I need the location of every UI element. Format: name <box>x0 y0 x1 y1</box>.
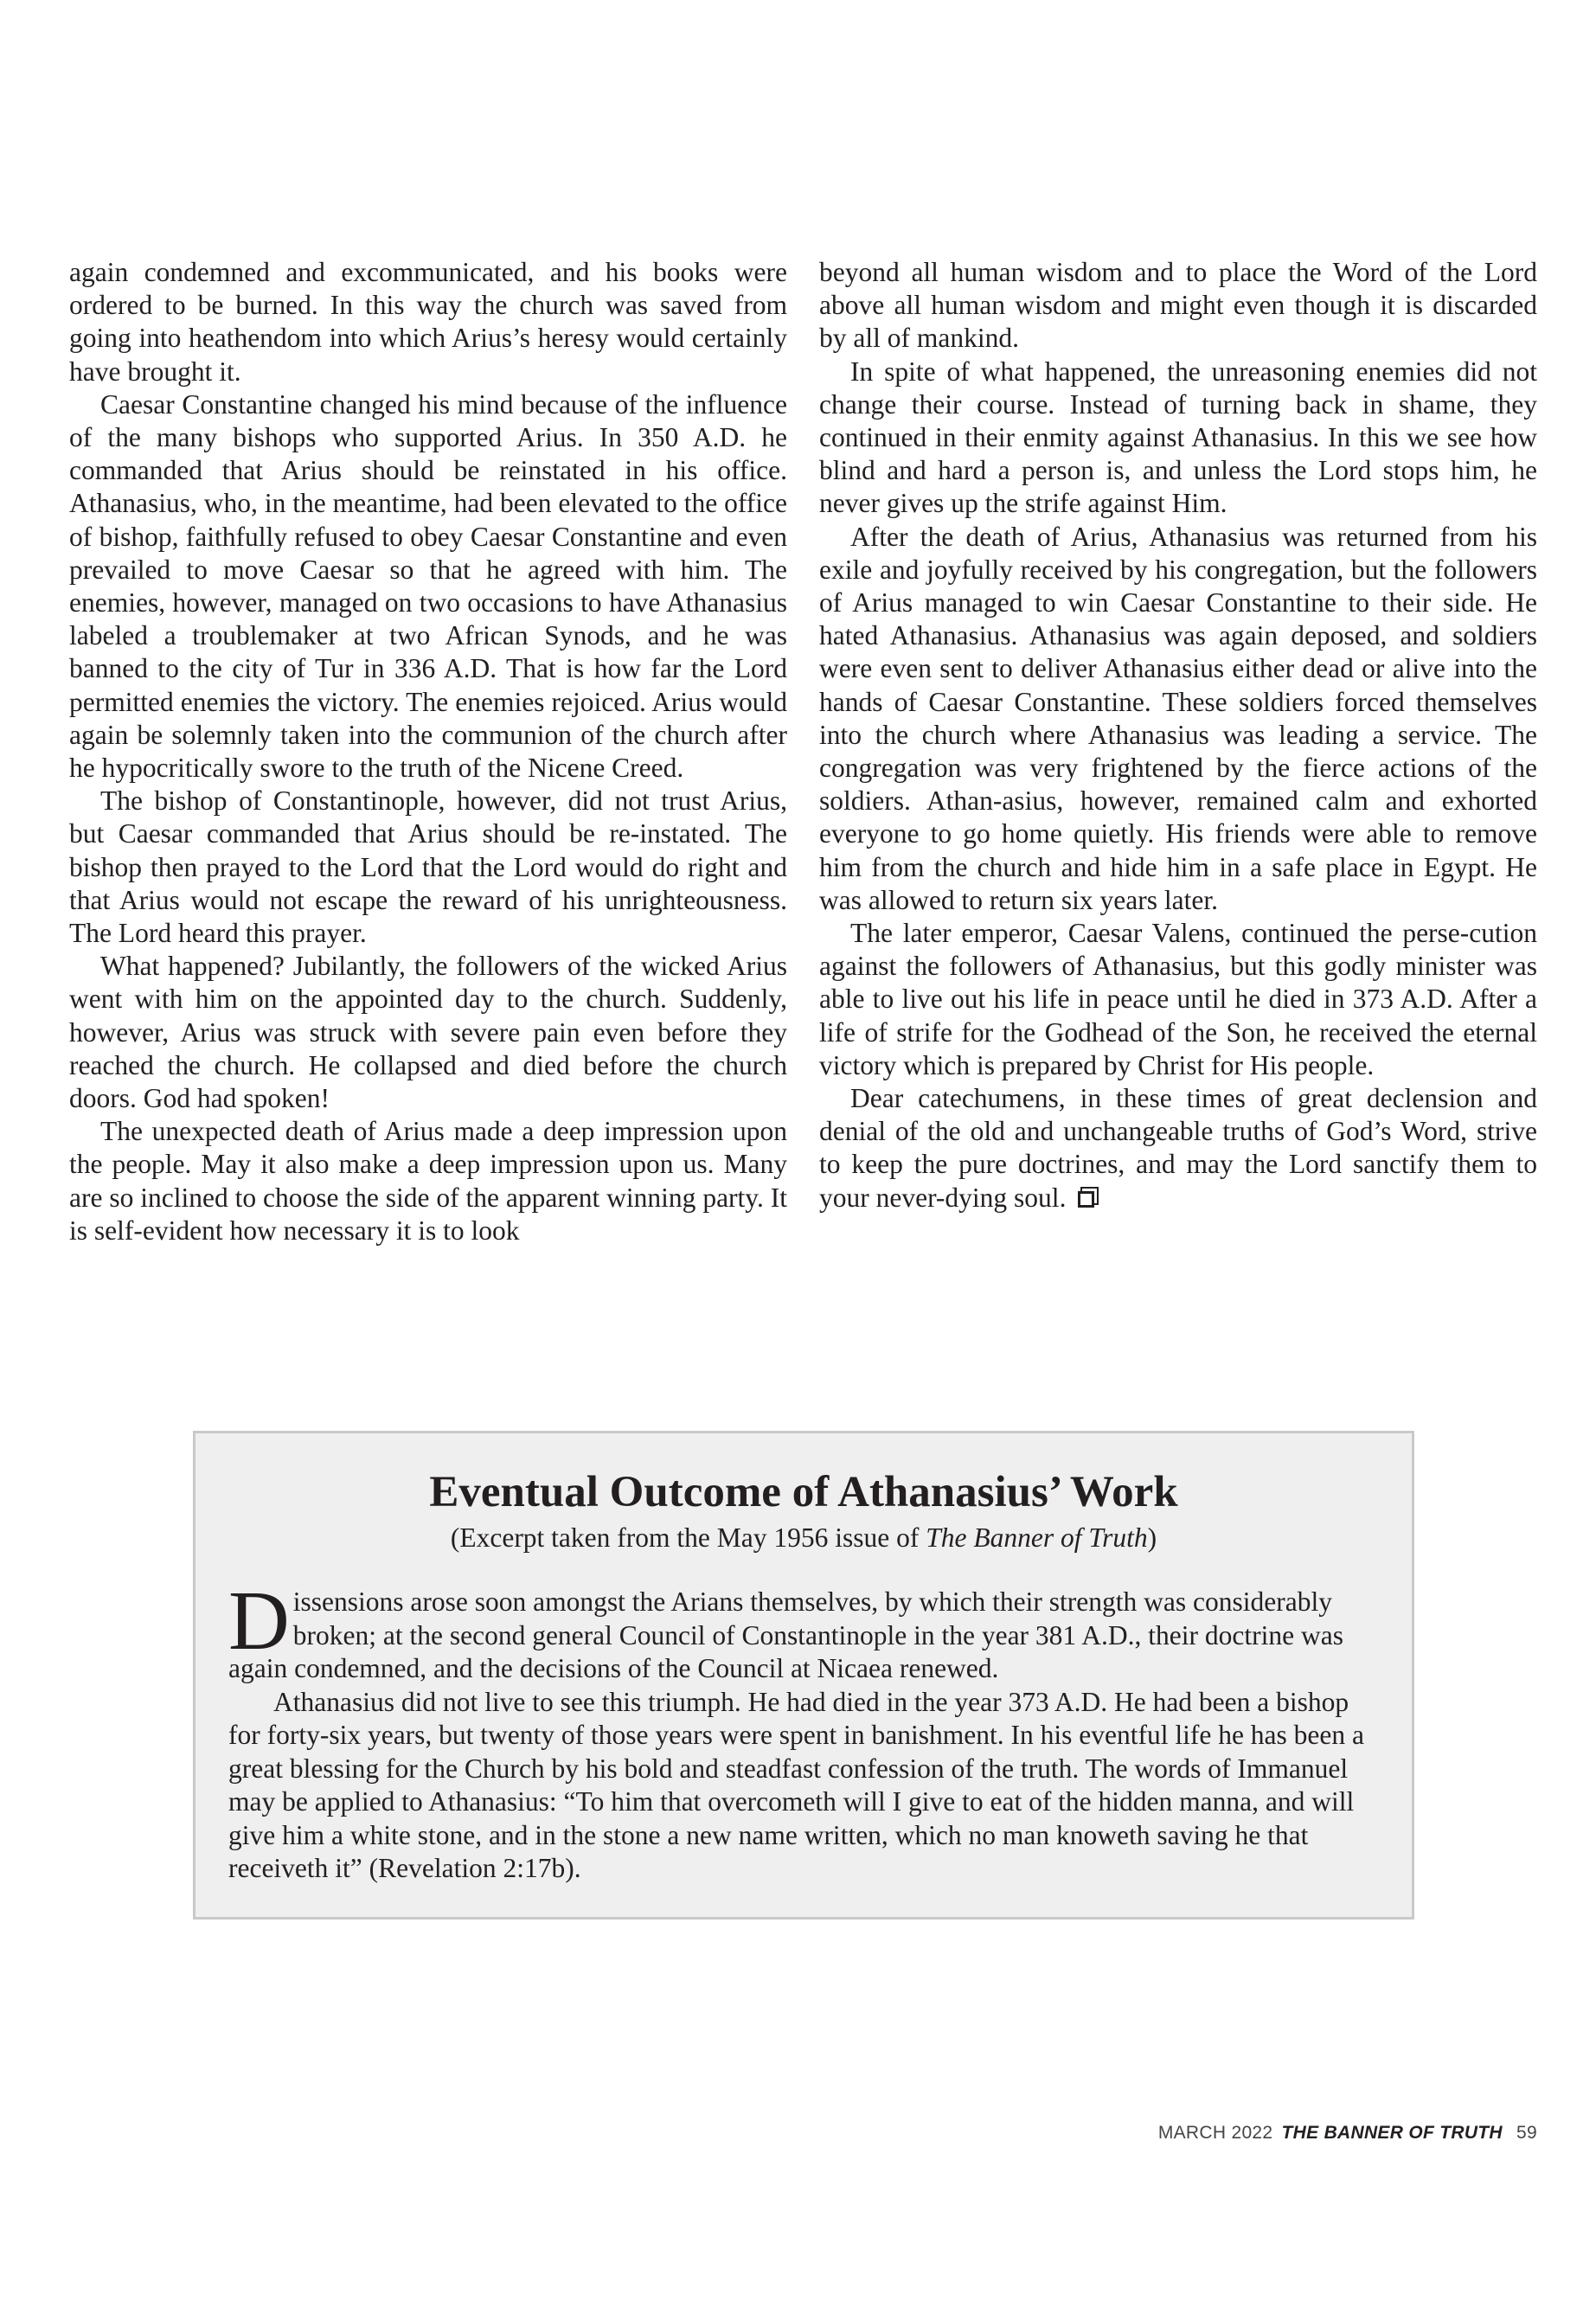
sidebar-box <box>193 1431 1414 1920</box>
article-left-column <box>69 256 787 1247</box>
footer-page-number: 59 <box>1516 2123 1537 2143</box>
subtitle-publication: The Banner of Truth <box>926 1522 1148 1553</box>
left-paragraph-2: Caesar Constantine changed his mind because of the influence of the many bishops who supported Arius. In 350 A.D. he commanded that Arius should be reinstated in his office. Athanasius, who, in the meantime, had been elevated to the office of bishop, faithfully refused to obey Caesar Constantine and even prevailed to move Caesar so that he agreed with him. The enemies, however, managed on two occasions to have Athanasius labeled a troublemaker at two African Synods, and he was banned to the city of Tur in 336 A.D. That is how far the Lord permitted enemies the victory. The enemies rejoiced. Arius would again be solemnly taken into the communion of the church after he hypocritically swore to the truth of the Nicene Creed. <box>69 388 787 784</box>
subtitle-suffix: ) <box>1147 1522 1157 1553</box>
sidebar-title: Eventual Outcome of Athanasius’ Work <box>429 1468 1178 1516</box>
right-paragraph-4: The later emperor, Caesar Valens, continued the perse-cution against the followers of Athanasius, but this godly minister was able to live out his life in peace until he died in 373 A.D. After a life of strife for the Godhead of the Son, he received the eternal victory which is prepared by Christ for His people. <box>819 918 1537 1080</box>
footer-issue: MARCH 2022 <box>1157 2123 1273 2143</box>
left-paragraph-3: The bishop of Constantinople, however, did not trust Arius, but Caesar commanded that Arius should be re-instated. The bishop then prayed to the Lord that the Lord would do right and that Arius would not escape the reward of his unrighteousness. The Lord heard this prayer. <box>69 785 787 949</box>
drop-cap: D <box>228 1574 290 1668</box>
right-paragraph-3: After the death of Arius, Athanasius was returned from his exile and joyfully received by his congregation, but the followers of Arius managed to win Caesar Constantine to their side. He hated Athanasius. Athanasius was again deposed, and soldiers were even sent to deliver Athanasius either dead or alive into the hands of Caesar Constantine. These soldiers forced themselves into the church where Athanasius was leading a service. The congregation was very frightened by the fierce actions of the soldiers. Athan-asius, however, remained calm and exhorted everyone to go home quietly. His friends were able to remove him from the church and hide him in a safe place in Egypt. He was allowed to return six years later. <box>819 521 1537 915</box>
sidebar-subtitle <box>195 1522 1412 1554</box>
left-paragraph-1: again condemned and excommunicated, and his books were ordered to be burned. In this way the church was saved from going into heathendom into which Arius’s heresy would certainly have brought it. <box>69 257 787 387</box>
left-paragraph-5: The unexpected death of Arius made a deep impression upon the people. May it also make a deep impression upon us. Many are so inclined to choose the side of the apparent winning party. It is self-evident how necessary it is to look <box>69 1116 787 1246</box>
subtitle-prefix: (Excerpt taken from the May 1956 issue of <box>450 1522 926 1553</box>
right-paragraph-2: In spite of what happened, the unreasoning enemies did not change their course. Instead of turning back in shame, they continued in their enmity against Athanasius. In this we see how blind and hard a person is, and unless the Lord stops him, he never gives up the strife against Him. <box>819 356 1537 519</box>
page-footer <box>1158 2123 1537 2144</box>
closing-paragraph-text: Dear catechumens, in these times of great declension and denial of the old and unchangeable truths of God’s Word, strive to keep the pure doctrines, and may the Lord sanctify them to your never-dying soul. <box>819 1083 1537 1213</box>
footer-magazine: THE BANNER OF TRUTH <box>1281 2123 1503 2143</box>
end-of-article-icon <box>1078 1191 1094 1208</box>
sidebar-paragraph-1 <box>228 1574 1379 1686</box>
right-paragraph-5 <box>819 1082 1537 1215</box>
sidebar-paragraph-1-text: issensions arose soon amongst the Arians themselves, by which their strength was considerably broken; at the second general Council of Constantinople in the year 381 A.D., their doctrine was again condemned, and the decisions of the Council at Nicaea renewed. <box>228 1586 1343 1683</box>
sidebar-paragraph-2: Athanasius did not live to see this triumph. He had died in the year 373 A.D. He had been a bishop for forty-six years, but twenty of those years were spent in banishment. In his eventful life he has been a great blessing for the Church by his bold and steadfast confession of the truth. The words of Immanuel may be applied to Athanasius: “To him that overcometh will I give to eat of the hidden manna, and will give him a white stone, and in the stone a new name written, which no man knoweth saving he that receiveth it” (Revelation 2:17b). <box>228 1686 1364 1883</box>
right-paragraph-1: beyond all human wisdom and to place the Word of the Lord above all human wisdom and might even though it is discarded by all of mankind. <box>819 257 1537 354</box>
article-right-column <box>819 256 1537 1215</box>
left-paragraph-4: What happened? Jubilantly, the followers of the wicked Arius went with him on the appointed day to the church. Suddenly, however, Arius was struck with severe pain even before they reached the church. He collapsed and died before the church doors. God had spoken! <box>69 951 787 1114</box>
sidebar-body <box>228 1574 1379 1886</box>
